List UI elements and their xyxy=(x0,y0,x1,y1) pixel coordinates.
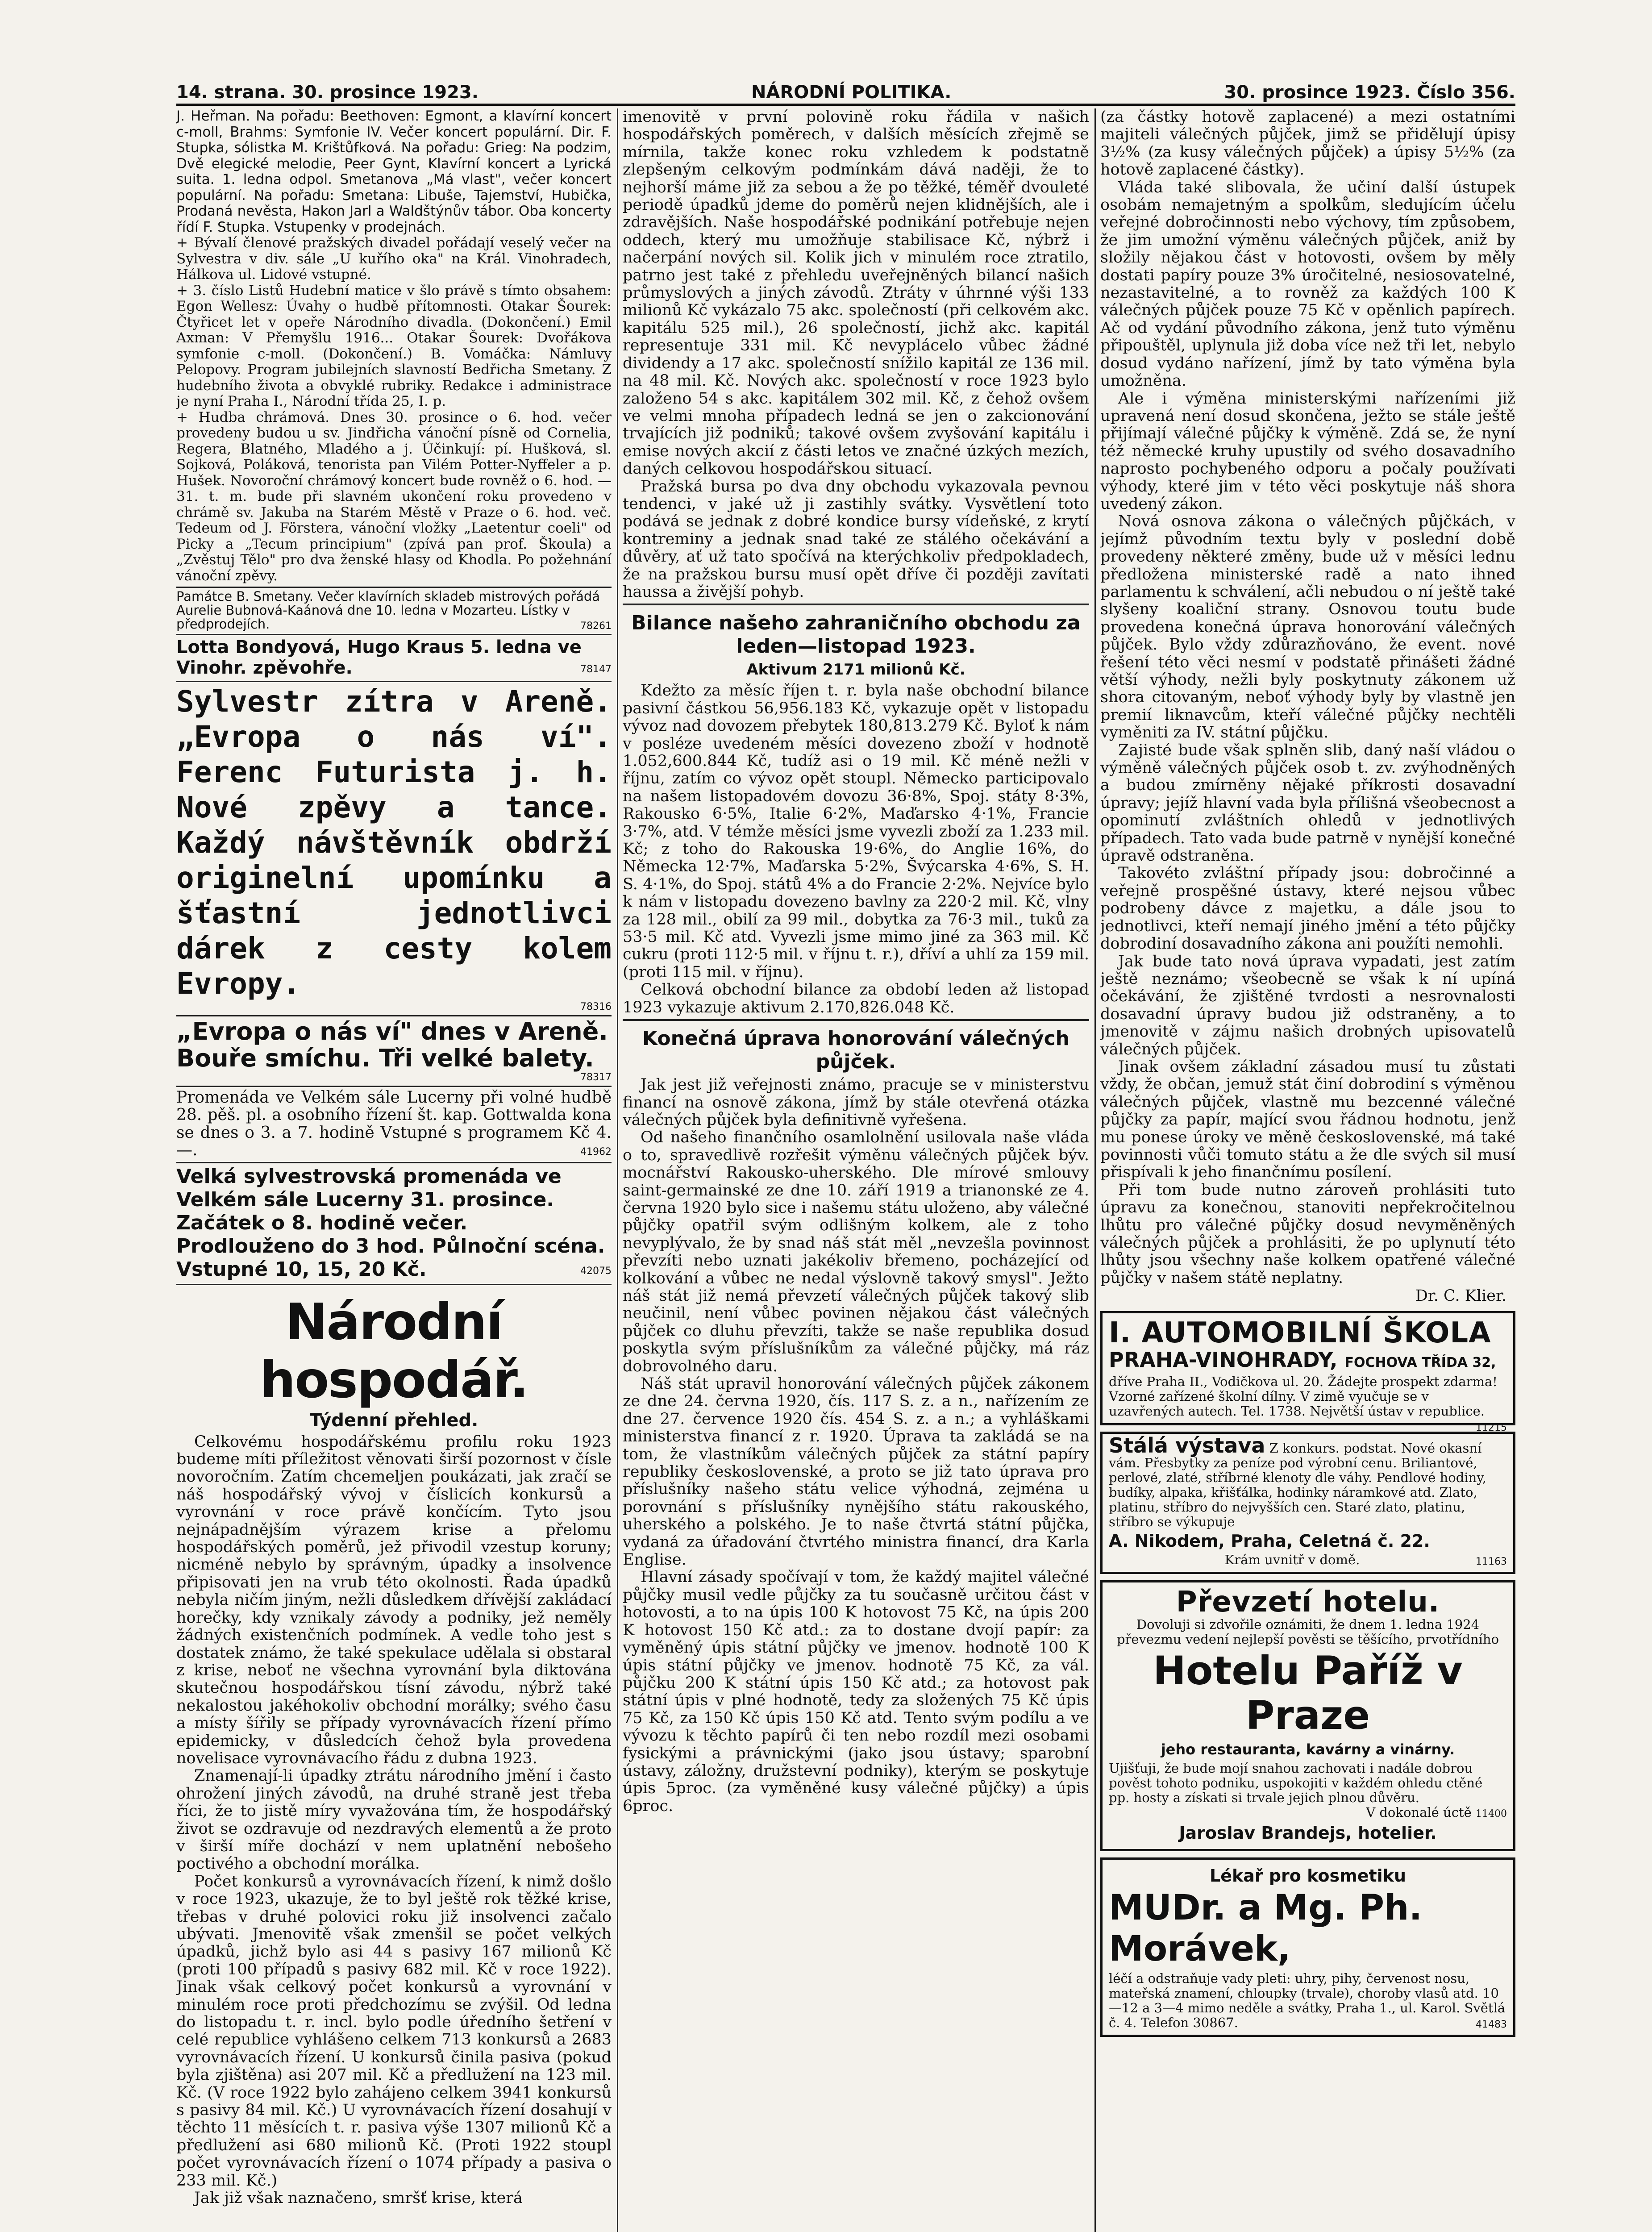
article-paragraph: Celkovému hospodářskému profilu roku 1923 budeme míti příležitost věnovati širší pozornost v čísle novoročním. Zatím chcemeljen poukázati, jak zračí se náš hospodářský vývoj v číslicích konkursů a vyrovnání v roce právě končícím. Tyto jsou nejnápadnějším výrazem krise a přelomu hospodářských poměrů, jež přivodil vzestup koruny; nicméně nebylo by správným, úpadky a insolvence připisovati jen na vrub této okolnosti. Řada úpadků nebyla ničím jiným, nežli důsledkem dřívější zakládací horečky, kdy vznikaly závody a podniky, jež neměly žádných existenčních podmínek. A vedle toho jest s dostatek známo, že také spekulace udělala si obstaral z krise, neboť ne všechna vyrovnání byla diktována skutečnou hospodářskou tísní závodu, nýbrž také nekalostou jakéhokoliv obchodní morálky; svého času a místy šířily se případy vyrovnávacích řízení přímo epidemicky, v důsledcích čehož byla provedena novelisace vyrovnávacího řádu z dubna 1923. xyxy=(176,1432,612,1767)
ad-vystava-firm: A. Nikodem, Praha, Celetná č. 22. xyxy=(1109,1531,1430,1551)
ad-hotel-text2: Ujišťuji, že bude mojí snahou zachovati i nadále dobrou pověst tohoto podniku, uspokojiti v každém ohledu ctěné pp. hosty a získati si trvale jejich plnou důvěru. xyxy=(1109,1761,1483,1806)
header-right: 30. prosince 1923. Číslo 356. xyxy=(1224,82,1515,103)
uprava-title: Konečná úprava honorování válečných půjček. xyxy=(642,1027,1069,1074)
ad-pamatce xyxy=(176,587,612,631)
uprava-paragraph: Od našeho finančního osamlolnění usilovala naše vláda o to, spravedlivě rozřešit výměnu válečných půjček býv. mocnářství Rakousko-uherského. Dle mírové smlouvy saint-germainské ze dne 10. září 1919 a trianonské ze 4. června 1920 bylo sice i našemu státu uloženo, aby válečné půjčky opatřil svým odlišným kolkem, ale z toho nevyplývalo, že by snad náš stát měl „nevzešla povinnost převzíti nebo uznati jakékoliv břemeno, pocházející od kolkování a vůbec ne nedal výslovně takový smysl". Ježto náš stát již nemá převzetí válečných půjček takový slib neučinil, není vůbec povinen nějakou část válečných půjček co dluhu převzíti, takže se naše republika dosud poskytla svým příslušníkům za válečné půjčky, má ráz dobrovolného daru. xyxy=(623,1128,1089,1375)
bilance-subtitle: Aktivum 2171 milionů Kč. xyxy=(746,661,965,679)
column-rule-2 xyxy=(1094,108,1096,2232)
uprava-section xyxy=(623,1019,1089,1074)
ad-velka-text: Velká sylvestrovská promenáda ve Velkém sále Lucerny 31. prosince. Začátek o 8. hodině večer. Prodlouženo do 3 hod. Půlnoční scéna. Vstupné 10, 15, 20 Kč. 42075 xyxy=(176,1165,612,1281)
section-subtitle: Týdenní přehled. xyxy=(309,1410,479,1431)
column-1 xyxy=(176,108,612,2232)
section-title: Národní hospodář. xyxy=(260,1293,528,1409)
ad-vystava-text: Stálá výstava Z konkurs. podstat. Nové okasní vám. Přesbytky za peníze pod výrobní cenu. Briliantové, perlové, zlaté, stříbrné klenoty dle váhy. Pendlové hodiny, budíky, alpaka, křišťálka, hodinky náramkové atd. Zlato, platinu, stříbro do nejvyšších cen. Staré zlato, platinu, stříbro se výkupuje xyxy=(1109,1433,1487,1530)
ad-doctor xyxy=(1100,1857,1515,2037)
listy-notice: + 3. číslo Listů Hudební matice v šlo právě s tímto obsahem: Egon Wellesz: Úvahy o hudbě přítomnosti. Otakar Šourek: Čtyřicet let v opeře Národního divadla. (Dokončení.) Emil Axman: V Přemyšlu 1916... Otakar Šourek: Dvořákova symfonie c-moll. (Dokončení.) B. Vomáčka: Námluvy Pelopovy. Program jubilejních slavností Bedřicha Smetany. Z hudebního života a obvyklé rubriky. Redakce i administrace je nyní Praha I., Národní třída 25, I. p. xyxy=(176,282,612,409)
ad-evropa-text: „Evropa o nás ví" dnes v Areně. Bouře smíchu. Tři velké balety. xyxy=(176,1017,608,1072)
ad-sylvestr-num: 78316 xyxy=(580,1001,612,1012)
article-paragraph: Při tom bude nutno zároveň prohlásiti tuto úpravu za konečnou, stanoviti nepřekročitelnou lhůtu pro válečné půjčky dosud nevyměněných válečných půjček a prohlásiti, že po uplynutí této lhůty jsou všechny naše kolkem opatřené válečné půjčky v našem státě neplatny. xyxy=(1100,1181,1515,1287)
ad-vystava-note: Krám uvnitř v domě. 11163 xyxy=(1109,1553,1507,1567)
ad-promenada xyxy=(176,1086,612,1159)
article-paragraph: Jinak ovšem základní zásadou musí tu zůstati vždy, že občan, jemuž stát činí dobrodiní s výměnou válečných půjček, vlastně mu bezcenné válečné půjčky za papír, mající svou řádnou hodnotu, jenž mu ponese úroky ve měně československé, má také povinnosti vůči tomuto státu a že dle svých sil musí přispívali k jeho finančnímu posílení. xyxy=(1100,1058,1515,1182)
page-header xyxy=(176,75,1515,103)
section-header xyxy=(176,1284,612,1431)
ad-hotel-num: 11400 xyxy=(1476,1808,1507,1820)
bilance-title: Bilance našeho zahraničního obchodu za leden—listopad 1923. xyxy=(631,612,1081,658)
ad-lotta xyxy=(176,634,612,678)
ad-hotel-sign: Jaroslav Brandejs, hotelier. xyxy=(1179,1823,1437,1843)
uprava-paragraph: Jak jest již veřejnosti známo, pracuje se v ministerstvu financí na osnově zákona, jímž by stále otevřená otázka válečných půjček byla definitivně vyřešena. xyxy=(623,1076,1089,1129)
ad-autoskola-text: dříve Praha II., Vodičkova ul. 20. Žádejte prospekt zdarma! Vzorné zařízené školní dílny. V zimě vyučuje se v uzavřených autech. Tel. 1738. Největší ústav v republice. 11215 xyxy=(1109,1374,1507,1419)
uprava-paragraph: Náš stát upravil honorování válečných půjček zákonem ze dne 24. června 1920, čís. 117 S. z. a n., nařízením ze dne 27. července 1920 čís. 454 S. z. a n.; a vyhláškami ministerstva financí z r. 1920. Úprava ta zakládá se na tom, že vlastníkům válečných půjček za státní papíry republiky československé, a proto se již tato úprava pro příslušníky našeho státu velice výhodná, zejména u porovnání s příslušníky nynějšího státu rakouského, uherského a polského. Je to naše čtvrtá státní půjčka, vydaná za úřadování čtvrtého ministra financí, dra Karla Englise. xyxy=(623,1375,1089,1569)
ad-autoskola-sub: PRAHA-VINOHRADY, FOCHOVA TŘÍDA 32, xyxy=(1109,1348,1496,1372)
ad-pamatce-num: 78261 xyxy=(580,620,612,632)
ad-sylvestr xyxy=(176,681,612,1012)
ad-doctor-num: 41483 xyxy=(1476,2019,1507,2031)
ad-vystava xyxy=(1100,1432,1515,1574)
ad-hotel-text: Dovoluji si zdvořile oznámiti, že dnem 1. ledna 1924 převezmu vedení nejlepší pověsti se těšícího, prvotřídního xyxy=(1116,1617,1499,1647)
ad-lotta-text: Lotta Bondyová, Hugo Kraus 5. ledna ve Vinohr. zpěvohře. 78147 xyxy=(176,637,612,678)
article-paragraph: Takovéto zvláštní případy jsou: dobročinné a veřejně prospěšné ústavy, které nejsou vůbec podrobeny dávce z majetku, a dále jsou to jednotlivci, kteří nemají jiného jmění a této půjčky dobrodiní dosavadního zákona ani použíti nemohli. xyxy=(1100,864,1515,953)
ad-sylvestr-text: Sylvestr zítra v Areně. „Evropa o nás ví". Ferenc Futurista j. h. Nové zpěvy a tance. Každý návštěvník obdrží originelní upomínku a šťastní jednotlivci dárek z cesty kolem Evropy. xyxy=(176,684,612,1001)
ad-velka xyxy=(176,1162,612,1281)
article-paragraph: Nová osnova zákona o válečných půjčkách, v jejímž původním textu byly v poslední době provedeny některé změny, bude už v měsíci lednu předložena ministerské radě a nato ihned parlamentu k schválení, ačli nebudou o ní ještě také slyšeny koaliční strany. Osnovou toutu bude provedena konečná úprava honorování válečných půjček. Bylo vždy zdůrazňováno, že event. nové řešení této věci nesmí v podstatě přinášeti žádné větší výhody, nežli byly poskytnuty zákonem už shora citovaným, neboť výhody byly by vlastně jen premií liknavcům, kteří válečné půjčky nechtěli vyměniti za IV. státní půjčku. xyxy=(1100,512,1515,742)
article-paragraph: Jak již však naznačeno, smršť krise, která xyxy=(194,2189,523,2207)
article-paragraph: Pražská bursa po dva dny obchodu vykazovala pevnou tendenci, v jaké už ji zastihly svátky. Vysvětlení toto podává se jednak z dobré kondice bursy vídeňské, z krytí kontreminy a jednak snad také ze stálého očekávání a důvěry, ať už tato spočívá na kterýchkoliv předpokladech, že na pražskou bursu musí opět dříve či později zavítati haussa a živější pohyb. xyxy=(623,477,1089,601)
ad-hotel xyxy=(1100,1580,1515,1851)
bilance-paragraph: Celková obchodní bilance za období leden až listopad 1923 vykazuje aktivum 2.170,826.048 Kč. xyxy=(623,981,1089,1016)
column-rule-1 xyxy=(617,108,618,2232)
ad-pamatce-text: Památce B. Smetany. Večer klavírních skladeb mistrových pořádá Aurelie Bubnová-Kaánová dne 10. ledna v Mozarteu. Lístky v předprodejích. 78261 xyxy=(176,590,612,631)
article-paragraph: (za částky hotově zaplacené) a mezi ostatními majiteli válečných půjček, jimž se přidělují úpisy 3½% (za kusy válečných půjček) a úpisy 5½% (za hotově zaplacené částky). xyxy=(1100,108,1515,179)
bilance-section xyxy=(623,604,1089,679)
header-left: 14. strana. 30. prosince 1923. xyxy=(176,82,479,103)
ad-autoskola-title: I. AUTOMOBILNÍ ŠKOLA xyxy=(1109,1316,1491,1350)
article-paragraph: Jak bude tato nová úprava vypadati, jest zatím ještě neznámo; všeobecně se však k ní upíná očekávání, že zjištěné tvrdosti a nesrovnalosti dosavadní úpravy budou již odstraněny, a to jmenovitě v zájmu našich drobných upisovatelů válečných půjček. xyxy=(1100,952,1515,1058)
ad-vystava-num: 11163 xyxy=(1476,1556,1507,1568)
article-paragraph: imenovitě v první polovině roku řádila v našich hospodářských poměrech, v dalších měsících zřejmě se mírnila, takže konec roku vzhledem k podstatně zlepšeným celkovým podmínkám dává naději, že to nejhorší máme již za sebou a že po těžké, téměř dvouleté periodě úpadků jdeme do poměrů nejen klidnějších, ale i zdravějších. Naše hospodářské podnikání potřebuje nejen oddech, který mu umožňuje stabilisace Kč, nýbrž i načerpání nových sil. Kolik jich v minulém roce ztratilo, patrno jest také z přehledu uveřejněných bilancí našich průmyslových a jiných závodů. Ztráty v úhrnné výši 133 milionů Kč vykázalo 75 akc. společností (při celkovém akc. kapitálu 525 mil.), 26 společností, jichž akc. kapitál representuje 331 mil. Kč nevyplácelo vůbec žádné dividendy a 17 akc. společností snížilo kapitál ze 136 mil. na 48 mil. Kč. Nových akc. společností v roce 1923 bylo založeno 54 s akc. kapitálem 302 mil. Kč, z čehož ovšem ve velmi mnoha případech ledná se jen o zakcionování trvajících již podniků; takové ovšem zvyšování kapitálu i emise nových akcií z části letos ve značné úzkých mezích, daných celkovou hospodářskou situací. xyxy=(623,108,1089,478)
ad-autoskola xyxy=(1100,1311,1515,1434)
ad-doctor-text: léčí a odstraňuje vady pleti: uhry, pihy, červenost nosu, mateřská znamení, chloupky (trvale), choroby vlasů atd. 10—12 a 3—4 mimo neděle a svátky, Praha 1., ul. Karol. Světlá č. 4. Telefon 30867. 41483 xyxy=(1109,1971,1507,2030)
ad-evropa-num: 78317 xyxy=(580,1072,612,1083)
divadel-notice: + Bývalí členové pražských divadel pořádají veselý večer na Sylvestra v div. sále „U kuřího oka" na Král. Vinohradech, Hálkova ul. Lidové vstupné. xyxy=(176,235,612,283)
ad-doctor-pre: Lékař pro kosmetiku xyxy=(1209,1866,1406,1886)
ad-vystava-title: Stálá výstava xyxy=(1109,1433,1265,1458)
ad-promenada-text: Promenáda ve Velkém sále Lucerny při volné hudbě 28. pěš. pl. a osobního řízení št. kap. Gottwalda kona se dnes o 3. a 7. hodině Vstupné s programem Kč 4.—. 41962 xyxy=(176,1089,612,1159)
bilance-paragraph: Kdežto za měsíc říjen t. r. byla naše obchodní bilance pasivní částkou 56,956.183 Kč, vykazuje opět v listopadu vývoz nad dovozem přebytek 180,813.279 Kč. Byloť k nám v posléze uvedeném měsíci dovezeno zboží v hodnotě 1.052,600.844 Kč, tudíž asi o 19 mil. Kč méně nežli v říjnu, zatím co vývoz opět stoupl. Německo participovalo na našem listopadovém dovozu 36·8%, Spoj. státy 8·3%, Rakousko 6·5%, Italie 6·2%, Maďarsko 4·1%, Francie 3·7%, atd. V témže měsíci jsme vyvezli zboží za 1.233 mil. Kč; z toho do Rakouska 19·6%, do Anglie 16%, do Německa 12·7%, Maďarska 5·2%, Švýcarska 4·6%, S. H. S. 4·1%, do Spoj. států 4% a do Francie 2·2%. Nejvíce bylo k nám v listopadu dovezeno bavlny za 220·2 mil. Kč, vlny za 128 mil., obilí za 99 mil., dobytka za 76·3 mil., tuků za 53·5 mil. Kč atd. Vyvezli jsme mimo jiné za 363 mil. Kč cukru (proti 112·5 mil. v říjnu t. r.), dříví a uhlí za 159 mil. (proti 115 mil. v říjnu). xyxy=(623,682,1089,981)
column-3 xyxy=(1100,108,1515,2232)
ad-hotel-sign-pre: V dokonalé úctě 11400 xyxy=(1366,1805,1507,1820)
article-paragraph: Znamenají-li úpadky ztrátu národního jmění i často ohrožení jiných závodů, na druhé straně jest třeba říci, že to jistě míry vyvažována tím, že hospodářský život se ozdravuje od nezdravých elementů a že proto v širší míře dochází v nem uplatnění nebošeho poctivého a obchodní morálka. xyxy=(176,1767,612,1873)
ad-autoskola-num: 11215 xyxy=(1476,1422,1507,1434)
ad-promenada-num: 41962 xyxy=(580,1146,612,1158)
ad-hotel-title: Převzetí hotelu. xyxy=(1176,1586,1440,1619)
article-signature: Dr. C. Klier. xyxy=(1415,1287,1506,1305)
column-2 xyxy=(623,108,1089,2232)
header-center: NÁRODNÍ POLITIKA. xyxy=(751,82,952,103)
ad-evropa xyxy=(176,1015,612,1083)
header-rule xyxy=(176,104,1515,106)
hudba-notice: + Hudba chrámová. Dnes 30. prosince o 6. hod. večer provedeny budou u sv. Jindřicha vánoční písně od Cornelia, Regera, Blatného, Mladého a j. Účinkují: pí. Hušková, sl. Sojková, Poláková, tenorista pan Vilém Potter-Nyffeler a p. Hušek. Novoroční chrámový koncert bude rovněž o 6. hod. — 31. t. m. bude při slavném ukončení roku provedeno v chrámě sv. Jakuba na Starém Městě v Praze o 6. hod. več. Tedeum od J. Förstera, vánoční vložky „Laetentur coeli" od Picky a „Tecum principium" (zpívá pan prof. Škoula) a „Zvěstuj Tělo" pro dva ženské hlasy od Khodla. Po požehnání vánoční zpěvy. xyxy=(176,409,612,584)
article-paragraph: Zajisté bude však splněn slib, daný naší vládou o výměně válečných půjček osob t. zv. zvýhodněných a budou zmírněny nějaké příkrosti dosavadní úpravy; jejíž hlavní vada byla přílišná všeobecnost a opominutí zvláštních ohledů v jednotlivých případech. Tato vada bude patrně v nynější konečné úpravě odstraněna. xyxy=(1100,741,1515,865)
uprava-paragraph: Hlavní zásady spočívají v tom, že každý majitel válečné půjčky musil vedle půjčky za tu současně určitou část v hotovosti, a to na úpis 100 K hotovost 75 Kč, na úpis 200 K hotovost 150 Kč atd.: za to dostane dvojí papír: za vyměněný úpis státní půjčky ve jmenov. hodnotě 100 K úpis státní půjčky ve jmenov. hodnotě 75 Kč, za vál. půjčku 200 K státní úpis 150 Kč atd.; za hotovost pak státní úpis v plné hodnotě, tedy za složených 75 Kč úpis 75 Kč, za 150 Kč úpis 150 Kč atd. Tento svým podílu a ve vývozu k těchto papírů či ten nebo rozdíl mezi osobami fysickými a právnickými (jako jsou ústavy; sparobní ústavy, záložny, družstevní podniky), kterým se poskytuje úpis 5proc. (za vyměněné kusy válečné půjčky) a úpis 6proc. xyxy=(623,1568,1089,1815)
ad-lotta-num: 78147 xyxy=(580,664,612,675)
article-paragraph: Ale i výměna ministerskými nařízeními již upravená není dosud skončena, ježto se stále ještě přijímají válečné půjčky k výměně. Zdá se, že nyní též německé kruhy upustily od svého dosavadního naprosto pochybeného odporu a počaly používati výhody, které jim v této věci poskytuje náš shora uvedený zákon. xyxy=(1100,389,1515,513)
ad-hotel-name: Hotelu Paříž v Praze xyxy=(1153,1648,1463,1739)
ad-velka-num: 42075 xyxy=(580,1265,612,1277)
ad-doctor-name: MUDr. a Mg. Ph. Morávek, xyxy=(1109,1888,1423,1970)
article-paragraph: Vláda také slibovala, že učiní další ústupek osobám nemajetným a spolkům, sledujícím účelu veřejné dobročinnosti nebo výchovy, tím způsobem, že jim umožní výměnu válečných půjček, aniž by složily nějakou část v hotovosti, ovšem by měly dostati papíry pouze 3% úročitelné, nesiosovatelné, nezastavitelné, a to rovněž za každých 100 K válečných půjček pouze 75 Kč v opěnlich papírech. Ač od vydání původního zákona, jenž tuto výměnu připouštěl, uplynula již doba více než tři let, nebylo dosud vydáno nařízení, jímž by tato výměna byla umožněna. xyxy=(1100,178,1515,390)
ad-hotel-sub: jeho restauranta, kavárny a vinárny. xyxy=(1161,1741,1455,1758)
ad-autoskola-street: FOCHOVA TŘÍDA 32, xyxy=(1344,1355,1496,1371)
concerts-notice: J. Heřman. Na pořadu: Beethoven: Egmont, a klavírní koncert c-moll, Brahms: Symfonie IV. Večer koncert populární. Dir. F. Stupka, sólistka M. Krištůfková. Na pořadu: Grieg: Na podzim, Dvě elegické melodie, Peer Gynt, Klavírní koncert a Lyrická suita. 1. ledna odpol. Smetanova „Má vlast", večer koncert populární. Na pořadu: Smetana: Libuše, Tajemství, Hubička, Prodaná nevěsta, Hakon Jarl a Waldštýnův tábor. Oba koncerty řídí F. Stupka. Vstupenky v prodejnách. xyxy=(176,108,612,235)
article-paragraph: Počet konkursů a vyrovnávacích řízení, k nimž došlo v roce 1923, ukazuje, že to byl ještě rok těžké krise, třebas v druhé polovici roku již insolvenci začalo ubývati. Jmenovitě však zmenšil se počet velkých úpadků, jichž bylo asi 44 s pasivy 167 milionů Kč (proti 100 případů s pasivy 682 mil. Kč v roce 1922). Jinak však celkový počet konkursů a vyrovnání v minulém roce proti předchozímu se zvýšil. Od ledna do listopadu t. r. incl. bylo podle úředního šetření v celé republice vyhlášeno celkem 713 konkursů a 2683 vyrovnávacích řízení. U konkursů činila pasiva (pokud byla zjištěna) asi 207 mil. Kč a předlužení na 123 mil. Kč. (V roce 1922 bylo zahájeno celkem 3941 konkursů s pasivy 84 mil. Kč.) U vyrovnávacích řízení dosahují v těchto 11 měsících t. r. pasiva výše 1307 milionů Kč a předlužení asi 680 milionů Kč. (Proti 1922 stoupl počet vyrovnávacích řízení o 1074 případy a pasiva o 233 mil. Kč.) xyxy=(176,1872,612,2190)
